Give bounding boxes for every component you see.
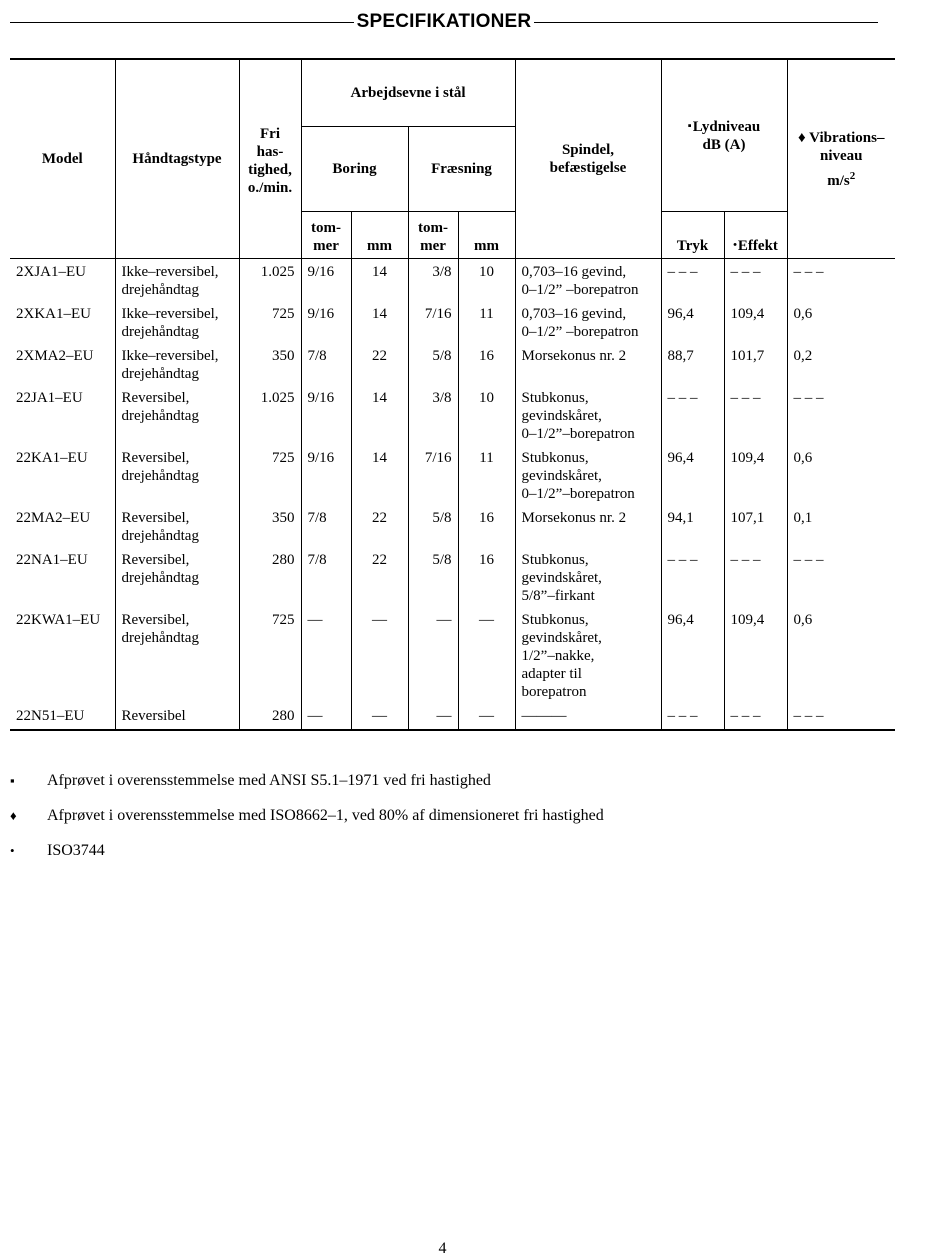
cell-handle-type: Reversibel, drejehåndtag [115,547,239,607]
table-row [10,445,895,505]
header-drilling-mm: mm [351,212,408,259]
cell-drilling-inch: 9/16 [301,385,351,445]
cell-power: 109,4 [724,445,787,505]
cell-drilling-inch: 9/16 [301,259,351,302]
title-rule-right [534,22,878,23]
page-number: 4 [438,1240,447,1257]
footnote [10,840,604,875]
cell-milling-mm: 16 [458,343,515,385]
page-title-row [10,8,878,36]
cell-drilling-mm: 22 [351,343,408,385]
cell-model: 22N51–EU [10,703,115,730]
cell-spindle: Stubkonus, gevindskåret, 0–1/2”–borepatron [515,385,661,445]
cell-milling-inch: 7/16 [408,301,458,343]
cell-pressure: – – – [661,547,724,607]
cell-milling-mm: — [458,703,515,730]
header-capacity-steel: Arbejdsevne i stål [301,59,515,127]
dot-bullet-icon: • [10,843,15,858]
cell-model: 22KWA1–EU [10,607,115,703]
cell-handle-type: Reversibel, drejehåndtag [115,505,239,547]
cell-spindle: Stubkonus, gevindskåret, 1/2”–nakke, adapter til borepatron [515,607,661,703]
cell-drilling-inch: 7/8 [301,343,351,385]
cell-handle-type: Reversibel, drejehåndtag [115,445,239,505]
cell-milling-inch: 5/8 [408,505,458,547]
table-row [10,703,895,730]
cell-drilling-mm: 14 [351,385,408,445]
header-free-speed: Fri has- tighed, o./min. [239,59,301,259]
cell-drilling-inch: 7/8 [301,505,351,547]
diamond-bullet-icon: ♦ [798,129,806,146]
cell-spindle: ——— [515,703,661,730]
cell-free-speed: 350 [239,343,301,385]
cell-pressure: – – – [661,703,724,730]
cell-handle-type: Ikke–reversibel, drejehåndtag [115,259,239,302]
header-power: •Effekt [724,212,787,259]
cell-milling-inch: 3/8 [408,259,458,302]
cell-vibration: 0,6 [787,445,895,505]
cell-pressure: 96,4 [661,445,724,505]
cell-free-speed: 725 [239,445,301,505]
specifications-table [10,58,895,731]
cell-milling-mm: 11 [458,445,515,505]
cell-drilling-mm: 14 [351,445,408,505]
cell-power: – – – [724,259,787,302]
cell-vibration: – – – [787,385,895,445]
cell-vibration: – – – [787,703,895,730]
cell-drilling-inch: — [301,607,351,703]
table-row [10,259,895,302]
cell-power: – – – [724,703,787,730]
dot-bullet-icon: • [733,239,737,251]
cell-handle-type: Ikke–reversibel, drejehåndtag [115,343,239,385]
cell-power: 101,7 [724,343,787,385]
square-bullet-icon: ▪ [687,120,692,132]
cell-power: 109,4 [724,301,787,343]
cell-model: 22MA2–EU [10,505,115,547]
page-title: SPECIFIKATIONER [356,11,532,32]
cell-power: – – – [724,385,787,445]
header-milling-mm: mm [458,212,515,259]
cell-milling-mm: 11 [458,301,515,343]
header-pressure: Tryk [661,212,724,259]
cell-free-speed: 725 [239,607,301,703]
cell-spindle: 0,703–16 gevind, 0–1/2” –borepatron [515,301,661,343]
square-bullet-icon: ▪ [10,773,15,788]
header-spindle: Spindel, befæstigelse [515,59,661,259]
cell-spindle: Stubkonus, gevindskåret, 0–1/2”–borepatron [515,445,661,505]
cell-handle-type: Ikke–reversibel, drejehåndtag [115,301,239,343]
cell-drilling-mm: 22 [351,547,408,607]
cell-pressure: – – – [661,385,724,445]
cell-vibration: 0,6 [787,607,895,703]
table-row [10,343,895,385]
cell-drilling-inch: 9/16 [301,445,351,505]
footnote-text: Afprøvet i overensstemmelse med ISO8662–1, ved 80% af dimensioneret fri hastighed [47,807,604,824]
cell-power: 109,4 [724,607,787,703]
cell-spindle: Morsekonus nr. 2 [515,343,661,385]
cell-model: 22NA1–EU [10,547,115,607]
header-vibration-level: ♦ Vibrations– niveau $m/s^2$ [787,59,895,259]
cell-drilling-inch: — [301,703,351,730]
cell-model: 2XMA2–EU [10,343,115,385]
cell-spindle: Stubkonus, gevindskåret, 5/8”–firkant [515,547,661,607]
cell-pressure: – – – [661,259,724,302]
table-row [10,301,895,343]
header-drilling: Boring [301,127,408,212]
table-row [10,607,895,703]
cell-milling-mm: — [458,607,515,703]
footnote-text: ISO3744 [47,842,105,859]
cell-free-speed: 725 [239,301,301,343]
footnote [10,770,604,805]
cell-drilling-mm: 14 [351,301,408,343]
cell-handle-type: Reversibel, drejehåndtag [115,385,239,445]
cell-milling-inch: 5/8 [408,547,458,607]
cell-pressure: 88,7 [661,343,724,385]
header-drilling-inch: tom- mer [301,212,351,259]
cell-drilling-mm: — [351,607,408,703]
cell-vibration: 0,1 [787,505,895,547]
cell-power: 107,1 [724,505,787,547]
cell-vibration: – – – [787,259,895,302]
cell-milling-inch: 5/8 [408,343,458,385]
cell-free-speed: 280 [239,547,301,607]
cell-model: 2XKA1–EU [10,301,115,343]
diamond-bullet-icon: ♦ [10,808,17,823]
cell-drilling-mm: — [351,703,408,730]
cell-spindle: 0,703–16 gevind, 0–1/2” –borepatron [515,259,661,302]
header-handle-type: Håndtagstype [115,59,239,259]
cell-milling-inch: 3/8 [408,385,458,445]
cell-pressure: 96,4 [661,301,724,343]
cell-milling-inch: 7/16 [408,445,458,505]
cell-pressure: 94,1 [661,505,724,547]
cell-milling-mm: 16 [458,505,515,547]
table-row [10,505,895,547]
cell-spindle: Morsekonus nr. 2 [515,505,661,547]
cell-milling-mm: 16 [458,547,515,607]
cell-free-speed: 1.025 [239,385,301,445]
header-milling-inch: tom- mer [408,212,458,259]
cell-vibration: 0,2 [787,343,895,385]
cell-power: – – – [724,547,787,607]
footnote-text: Afprøvet i overensstemmelse med ANSI S5.1–1971 ved fri hastighed [47,772,491,789]
header-sound-level: ▪Lydniveau dB (A) [661,59,787,212]
cell-model: 2XJA1–EU [10,259,115,302]
cell-milling-inch: — [408,703,458,730]
header-model: Model [10,59,115,259]
footnote [10,805,604,840]
cell-handle-type: Reversibel [115,703,239,730]
cell-model: 22JA1–EU [10,385,115,445]
header-milling: Fræsning [408,127,515,212]
cell-milling-mm: 10 [458,385,515,445]
cell-drilling-mm: 14 [351,259,408,302]
cell-free-speed: 280 [239,703,301,730]
cell-drilling-inch: 9/16 [301,301,351,343]
cell-milling-mm: 10 [458,259,515,302]
cell-milling-inch: — [408,607,458,703]
table-row [10,547,895,607]
cell-vibration: 0,6 [787,301,895,343]
title-rule-left [10,22,354,23]
cell-vibration: – – – [787,547,895,607]
cell-model: 22KA1–EU [10,445,115,505]
footnotes [10,770,604,875]
cell-free-speed: 350 [239,505,301,547]
cell-drilling-inch: 7/8 [301,547,351,607]
cell-pressure: 96,4 [661,607,724,703]
table-row [10,385,895,445]
cell-free-speed: 1.025 [239,259,301,302]
cell-handle-type: Reversibel, drejehåndtag [115,607,239,703]
cell-drilling-mm: 22 [351,505,408,547]
